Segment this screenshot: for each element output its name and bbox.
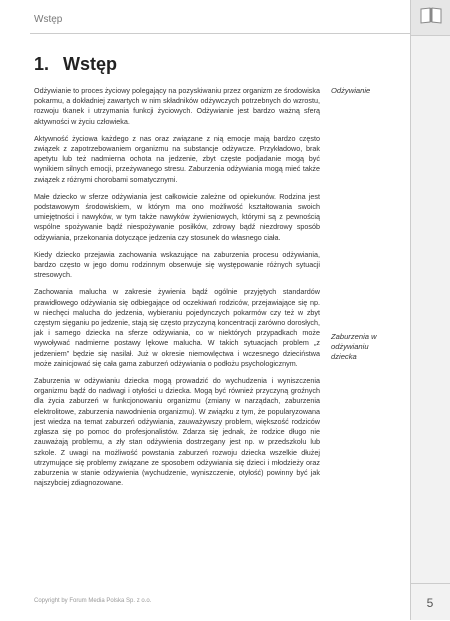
paragraph: Aktywność życiowa każdego z nas oraz związane z nią emocje mają bardzo często związek z zapotrzebowaniem organizmu na substancje odżywcze. Przykładowo, brak apetytu lub też nadmierna ochota na jedzenie, zbyt częste podjadanie mogą być wynikiem silnych emocji, przeżywanego stresu. Zaburzenia odżywiania mogą mieć także związek z różnymi chorobami somatycznymi. [34, 133, 320, 184]
paragraph: Zachowania malucha w zakresie żywienia bądź ogólnie przyjętych standardów prawidłowego odżywiania się odbiegające od oczekiwań rodziców, przejawiające się np. w niechęci malucha do jedzenia, wybieraniu pojedynczych pokarmów czy też w zbyt częstym sięganiu po jedzenie, stają się często przyczyną koncentracji zarówno dorosłych, jak i samego dziecka na sferze odżywiania, co w niektórych przypadkach może wywoływać nadmierne postawy lękowe malucha. W takich sytuacjach problem „z jedzeniem” będzie się nasilał. Już w okresie niemowlęctwa i wczesnego dzieciństwa może zainicjować się cała gama zaburzeń odżywiania o podłożu psychologicznym. [34, 287, 320, 368]
margin-note-zaburzenia: Zaburzenia w odżywianiu dziecka [331, 332, 377, 361]
page-number: 5 [410, 583, 450, 621]
body-text [34, 86, 320, 495]
book-icon-box [410, 0, 450, 36]
chapter-heading [34, 54, 117, 75]
margin-note-odzywianie: Odżywianie [331, 86, 371, 95]
running-header: Wstęp [34, 14, 63, 25]
chapter-number: 1. [34, 54, 50, 74]
paragraph: Zaburzenia w odżywianiu dziecka mogą prowadzić do wychudzenia i wyniszczenia organizmu bądź do nadwagi i otyłości u dziecka. Mogą być również przyczyną groźnych dla życia zaburzeń w funkcjonowaniu organizmu (zmiany w narządach, zaburzenia elektrolitowe, zaburzenia nawodnienia organizmu). W związku z tym, że popularyzowana jest wiedza na temat zaburzeń odżywiania, zauważywszy problem, większość rodziców zgłasza się po pomoc do profesjonalistów. Zdarza się jednak, że rodzice długo nie zauważają problemu, a zły stan odżywienia dostrzegany jest np. w przedszkolu lub szkole. Z uwagi na możliwość powstania zaburzeń rozwoju dziecka wszelkie dłużej utrzymujące się problemy związane ze sposobem odżywiania się dzieci i młodzieży oraz zaburzenia w stanie odżywienia (wychudzenie, wyniszczenie, otyłość) powinny być jak najszybciej zdiagnozowane. [34, 376, 320, 488]
paragraph: Odżywianie to proces życiowy polegający na pozyskiwaniu przez organizm ze środowiska pokarmu, a dokładniej zawartych w nim składników odżywczych potrzebnych do wzrostu, rozwoju tkanek i utrzymania funkcji życiowych. Odżywianie jest bardzo ważną sferą aktywności w życiu człowieka. [34, 86, 320, 126]
paragraph: Małe dziecko w sferze odżywiania jest całkowicie zależne od opiekunów. Rodzina jest podstawowym środowiskiem, w którym ma ono możliwość kształtowania swoich umiejętności i nawyków, w tym także nawyków żywieniowych, którymi są z pewnością wspólne spożywanie bądź niespożywanie posiłków, zdrowy bądź niezdrowy sposób odżywiania, przekonania dotyczące jedzenia czy stosunek do własnego ciała. [34, 191, 320, 242]
paragraph: Kiedy dziecko przejawia zachowania wskazujące na zaburzenia procesu odżywiania, bardzo często w jego domu rodzinnym obserwuje się występowanie różnych sytuacji stresowych. [34, 249, 320, 280]
copyright-footer: Copyright by Forum Media Polska Sp. z o.o. [34, 598, 152, 604]
chapter-title: Wstęp [63, 54, 118, 74]
book-icon [419, 6, 443, 29]
header-divider [30, 33, 410, 34]
side-strip [410, 0, 450, 620]
